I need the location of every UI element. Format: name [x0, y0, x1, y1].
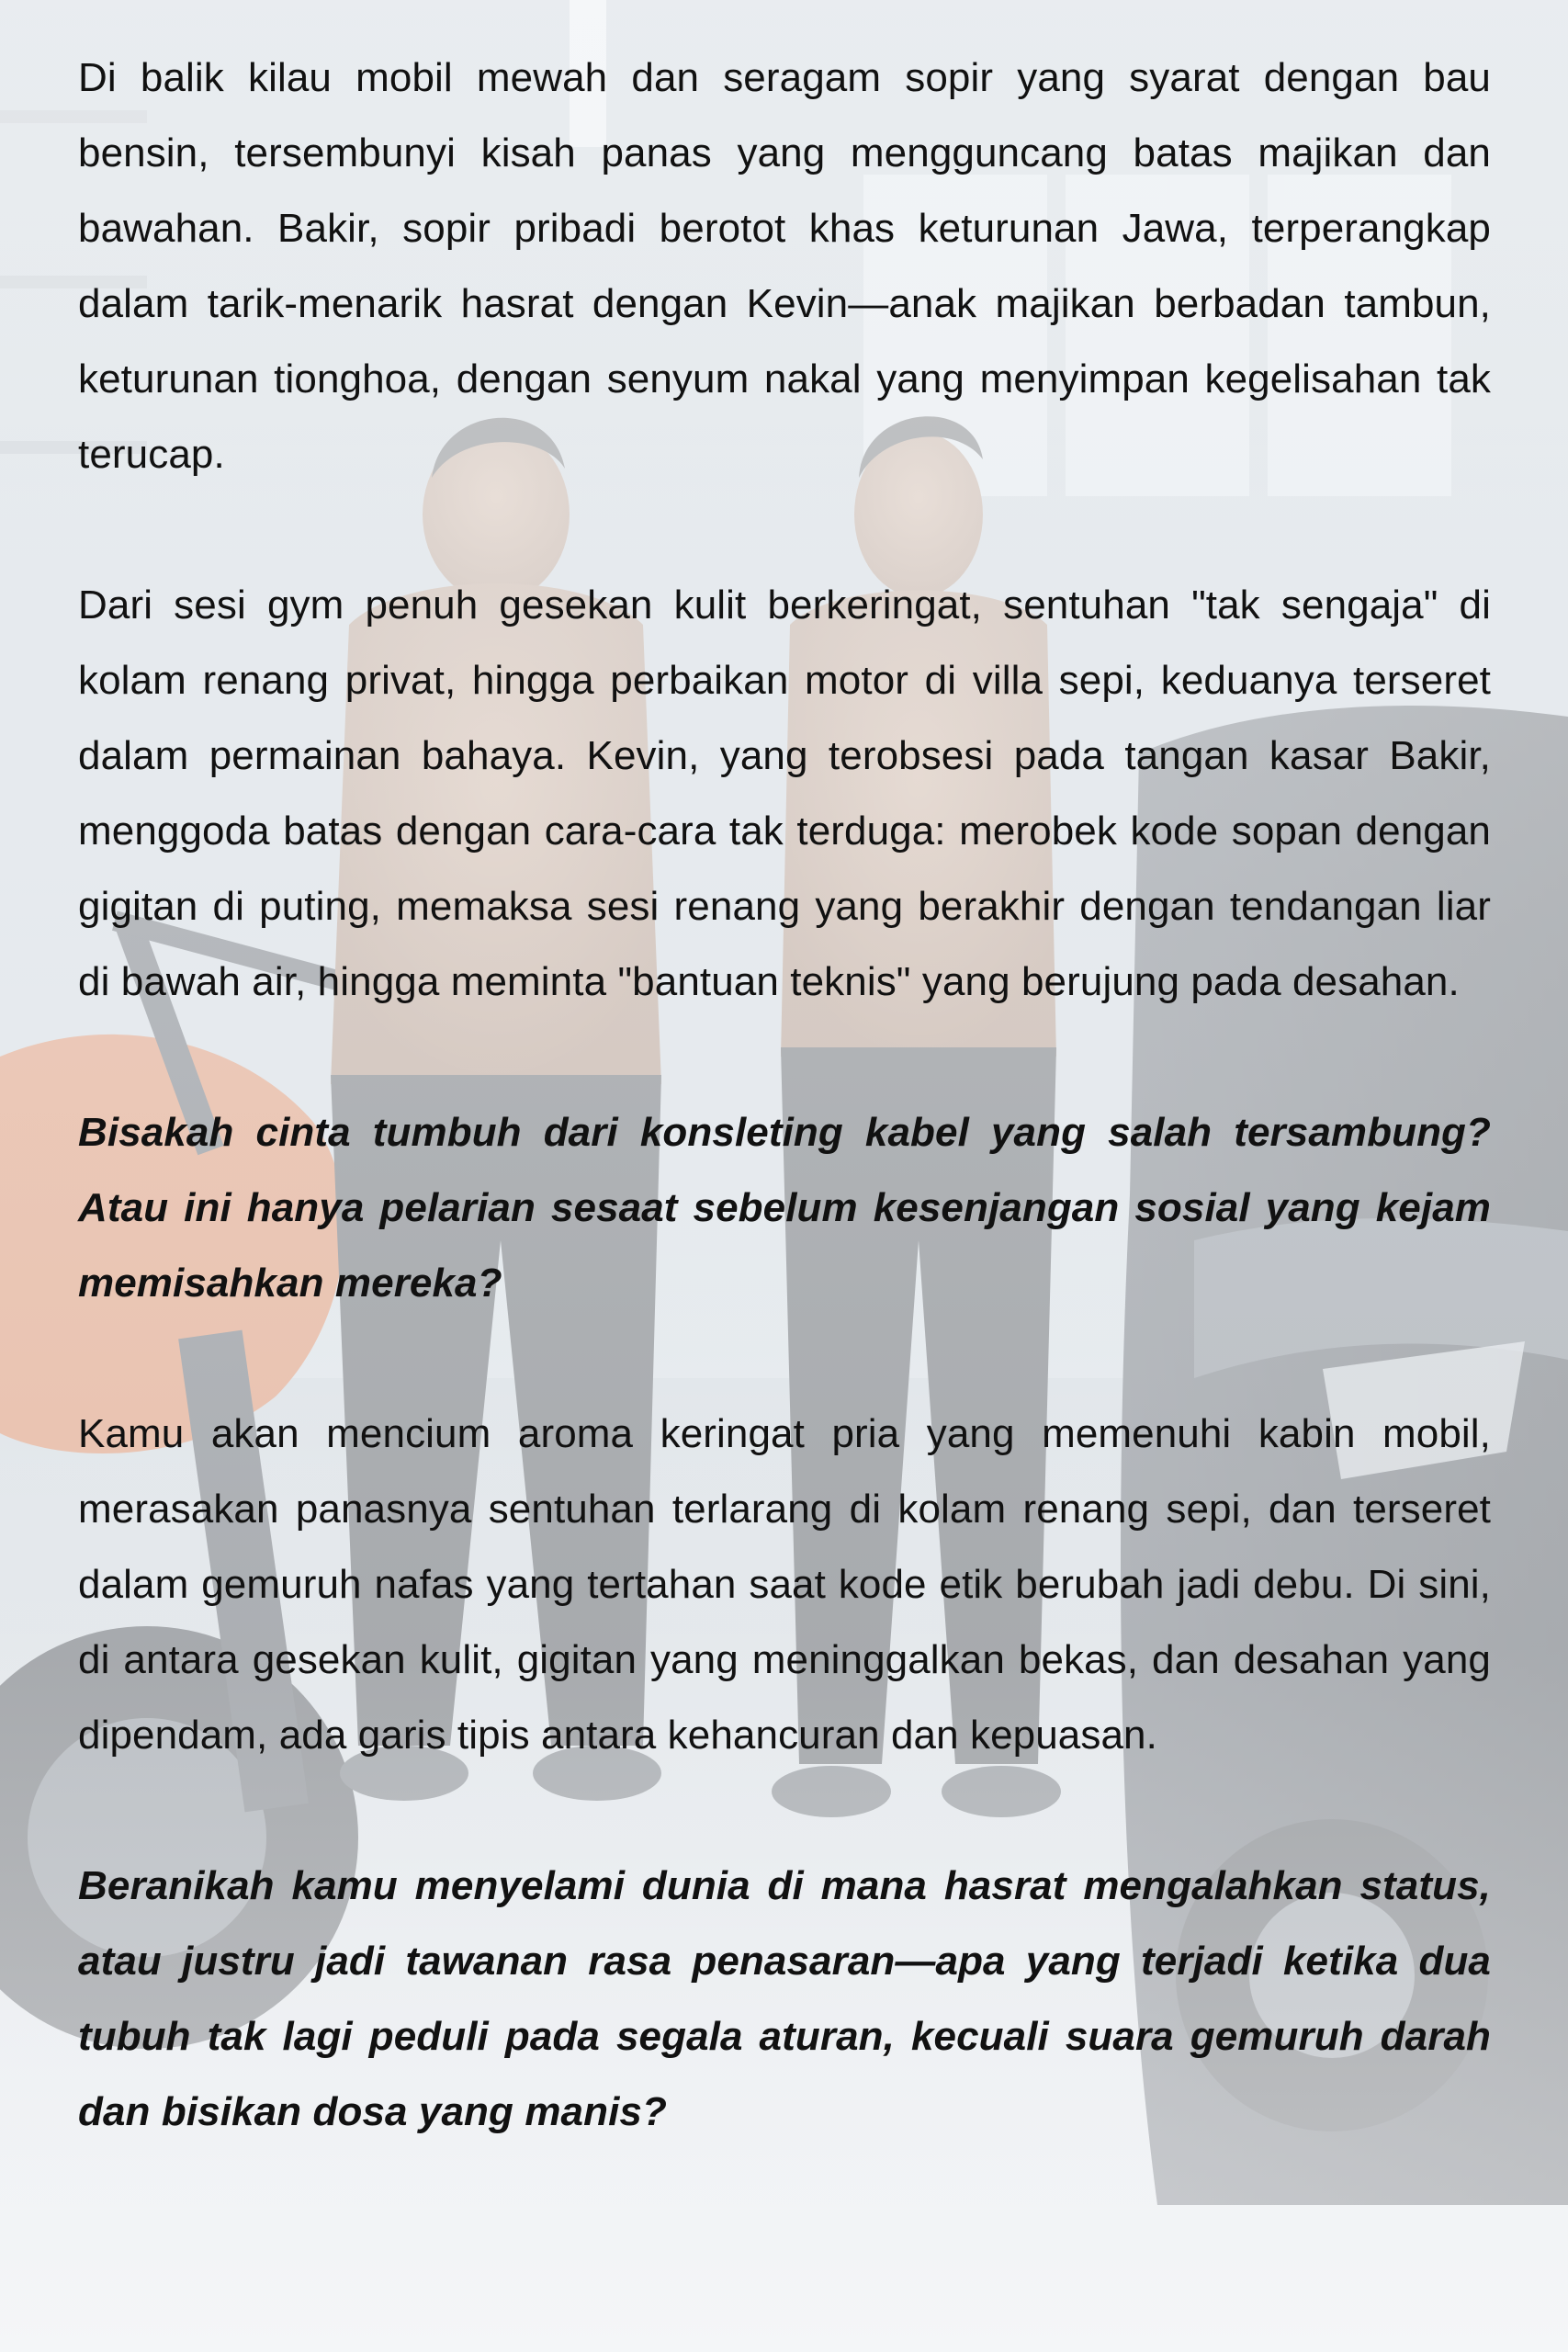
paragraph-question-1: Bisakah cinta tumbuh dari konsleting kabel yang salah tersambung? Atau ini hanya pelarian sesaat sebelum kesenjangan sosial yang kejam memisahkan mereka? [78, 1110, 1491, 1306]
paragraph-question-2: Beranikah kamu menyelami dunia di mana hasrat mengalahkan status, atau justru jadi tawanan rasa penasaran—apa yang terjadi ketika dua tubuh tak lagi peduli pada segala aturan, kecuali suara gemuruh darah dan bisikan dosa yang manis? [78, 1863, 1491, 2134]
paragraph-intro: Di balik kilau mobil mewah dan seragam sopir yang syarat dengan bau bensin, tersembunyi kisah panas yang mengguncang batas majikan dan bawahan. Bakir, sopir pribadi berotot khas keturunan Jawa, terperangkap dalam tarik-menarik hasrat dengan Kevin—anak majikan berbadan tambun, keturunan tionghoa, dengan senyum nakal yang menyimpan kegelisahan tak terucap. [78, 55, 1491, 477]
paragraph-sensory: Kamu akan mencium aroma keringat pria yang memenuhi kabin mobil, merasakan panasnya sentuhan terlarang di kolam renang sepi, dan terseret dalam gemuruh nafas yang tertahan saat kode etik berubah jadi debu. Di sini, di antara gesekan kulit, gigitan yang meninggalkan bekas, dan desahan yang dipendam, ada garis tipis antara kehancuran dan kepuasan. [78, 1411, 1491, 1758]
paragraph-plot: Dari sesi gym penuh gesekan kulit berkeringat, sentuhan "tak sengaja" di kolam renang privat, hingga perbaikan motor di villa sepi, keduanya terseret dalam permainan bahaya. Kevin, yang terobsesi pada tangan kasar Bakir, menggoda batas dengan cara-cara tak terduga: merobek kode sopan dengan gigitan di puting, memaksa sesi renang yang berakhir dengan tendangan liar di bawah air, hingga meminta "bantuan teknis" yang berujung pada desahan. [78, 582, 1491, 1004]
blurb-text [78, 40, 1491, 2150]
